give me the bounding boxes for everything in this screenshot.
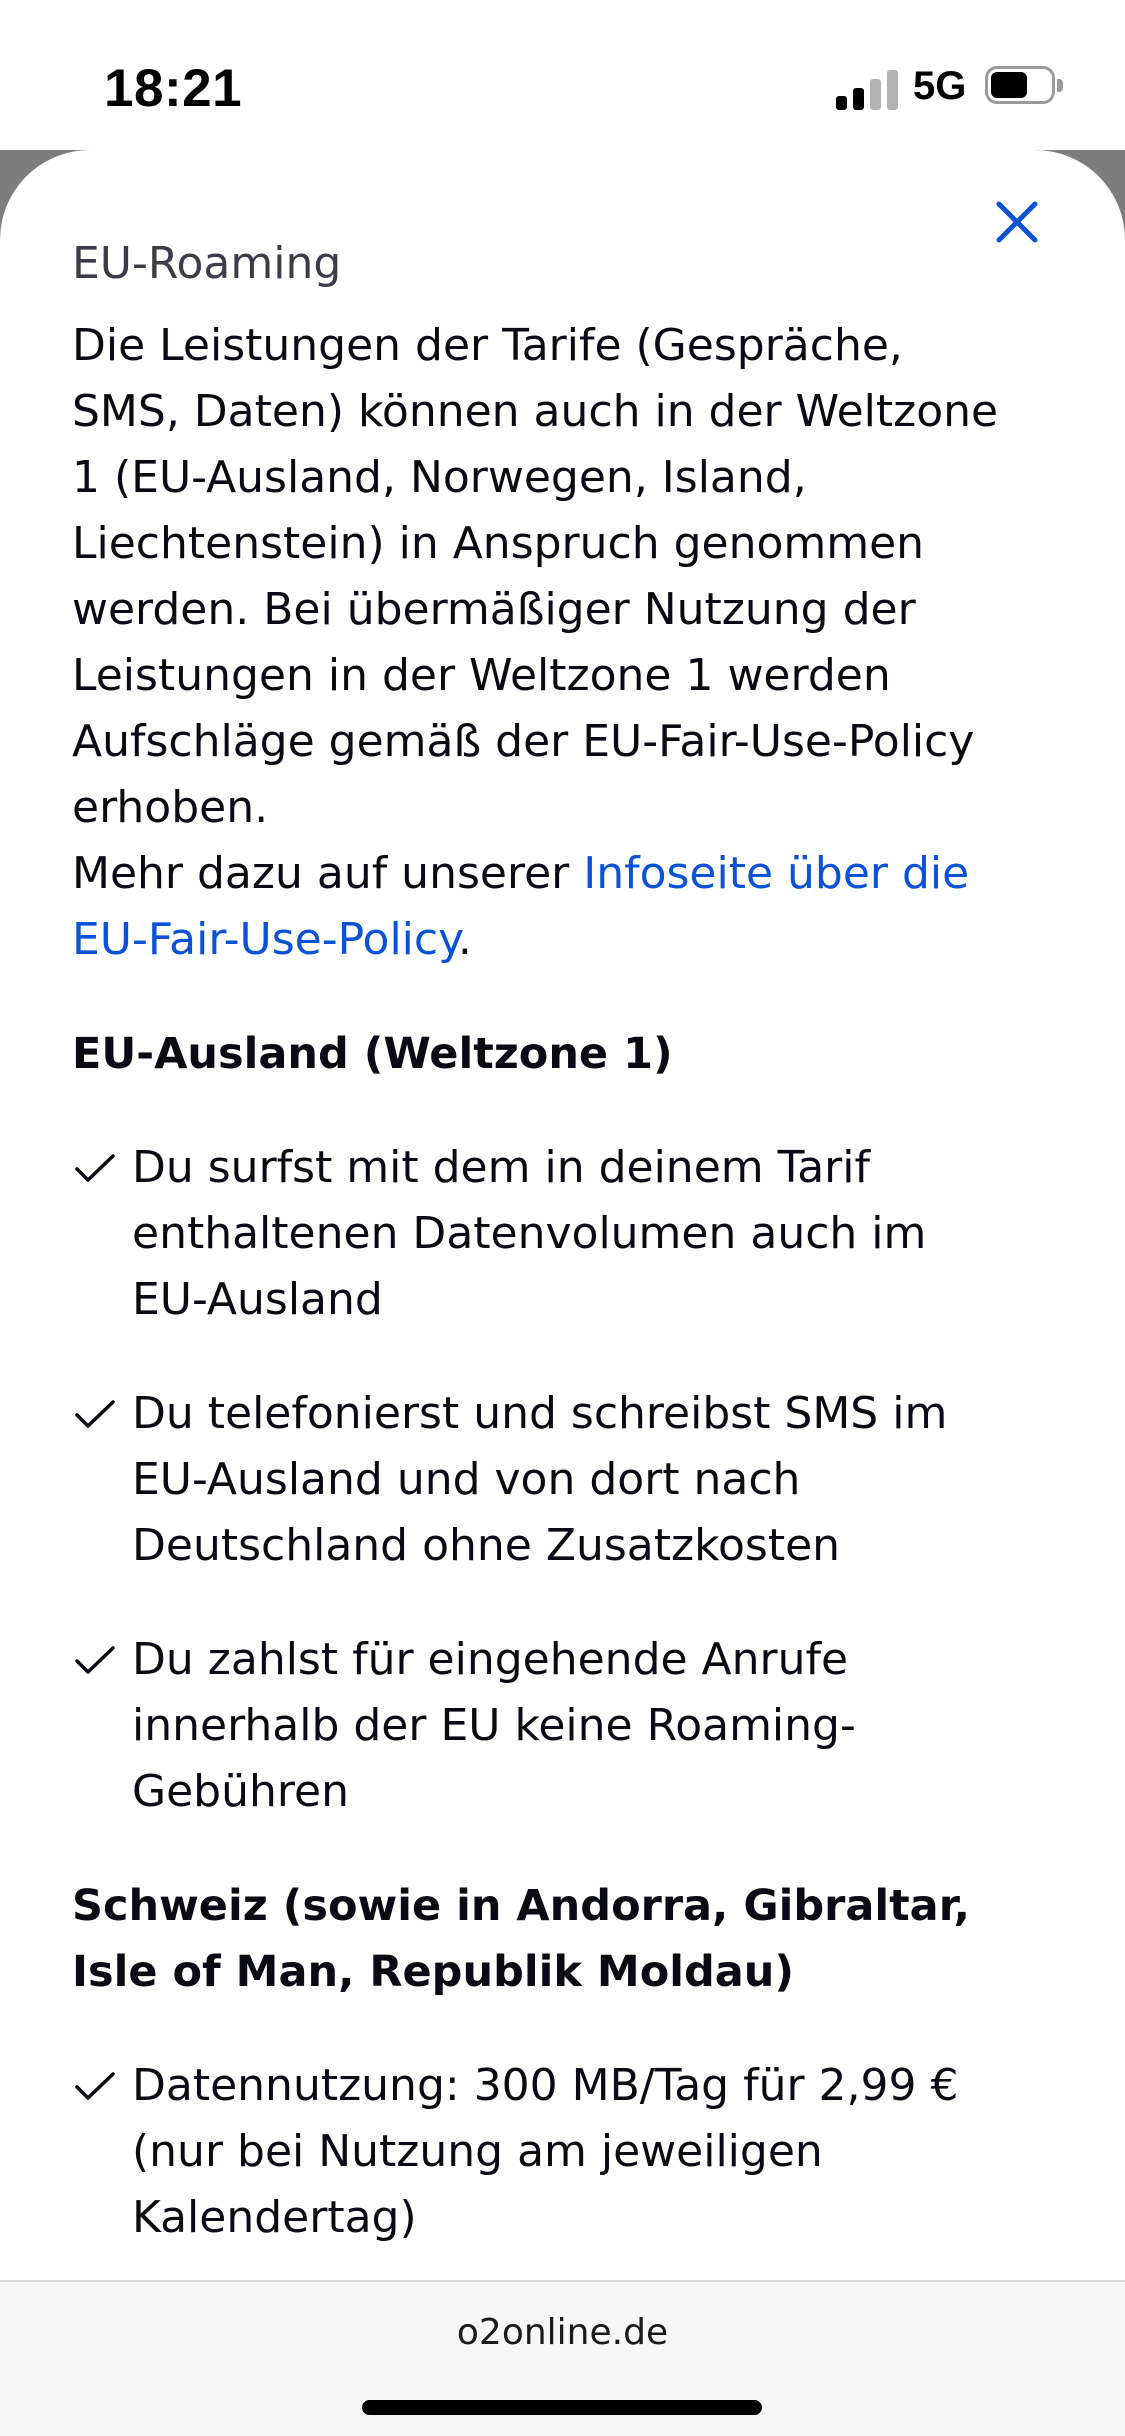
- more-suffix: .: [457, 914, 472, 965]
- list-item: [72, 1627, 1002, 1825]
- fair-use-policy-link[interactable]: Infoseite über die EU-Fair-Use-Policy: [72, 848, 970, 965]
- browser-bottom-bar: [0, 2280, 1125, 2436]
- list-item: [72, 1381, 1002, 1579]
- list-item-text: Du surfst mit dem in deinem Tarif enthaltenen Datenvolumen auch im EU-Ausland: [132, 1142, 927, 1325]
- checkmark-icon: [74, 2071, 116, 2103]
- more-prefix: Mehr dazu auf unserer: [72, 848, 584, 899]
- intro-text: [72, 313, 1002, 973]
- list-item: [72, 2053, 1002, 2251]
- status-bar: [0, 0, 1125, 150]
- url-label[interactable]: o2online.de: [456, 2312, 669, 2353]
- checkmark-icon: [74, 1645, 116, 1677]
- battery-icon: [985, 66, 1065, 108]
- sheet-content: [72, 233, 1002, 2251]
- section-heading: EU-Ausland (Weltzone 1): [72, 1029, 673, 1079]
- checkmark-icon: [74, 1153, 116, 1185]
- list-item: [72, 1135, 1002, 1333]
- section-switzerland: [72, 1873, 1002, 2251]
- section-heading: Schweiz (sowie in Andorra, Gibraltar, Isle of Man, Republik Moldau): [72, 1881, 970, 1997]
- feature-list: [72, 2053, 1002, 2251]
- status-time: 18:21: [104, 59, 243, 118]
- cellular-signal-icon: [836, 68, 898, 110]
- list-item-text: Datennutzung: 300 MB/Tag für 2,99 € (nur bei Nutzung am jeweiligen Kalendertag): [132, 2060, 959, 2243]
- section-eu: [72, 1021, 1002, 1825]
- list-item-text: Du telefonierst und schreibst SMS im EU-Ausland und von dort nach Deutschland ohne Zusatzkosten: [132, 1388, 948, 1571]
- sheet-title: EU-Roaming: [72, 238, 342, 289]
- feature-list: [72, 1135, 1002, 1825]
- checkmark-icon: [74, 1399, 116, 1431]
- network-label: 5G: [913, 64, 967, 108]
- home-indicator[interactable]: [362, 2400, 762, 2415]
- list-item-text: Du zahlst für eingehende Anrufe innerhalb der EU keine Roaming-Gebühren: [132, 1634, 856, 1817]
- intro-paragraph: Die Leistungen der Tarife (Gespräche, SMS, Daten) können auch in der Weltzone 1 (EU-Ausland, Norwegen, Island, Liechtenstein) in Anspruch genommen werden. Bei übermäßiger Nutzung der Leistungen in der Weltzone 1 werden Aufschläge gemäß der EU-Fair-Use-Policy erhoben.: [72, 320, 999, 833]
